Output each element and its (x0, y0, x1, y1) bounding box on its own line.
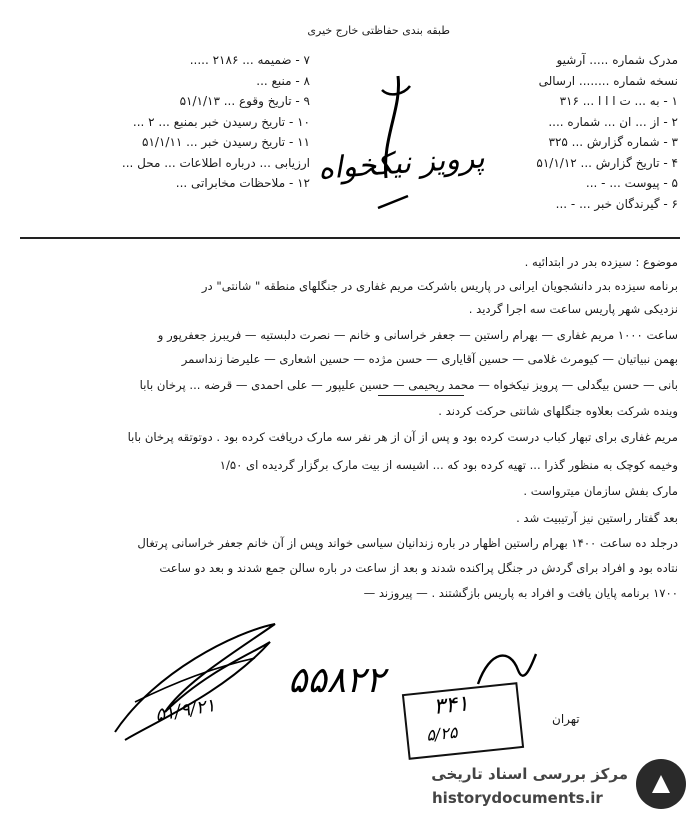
meta-left-line: ۱۲ - ملاحظات مخابراتی ... (175, 176, 310, 190)
meta-right-line: ۳ - شماره گزارش ... ۳۲۵ (548, 135, 678, 149)
meta-right-line: ۵ - پیوست ... - ... (585, 176, 678, 190)
document-classification-title: طبقه بندی حفاظتی خارج خیری (307, 24, 450, 37)
body-line: نزدیکی شهر پاریس ساعت سه اجرا گردید . (468, 302, 678, 316)
signature-number: ۵۵۸۲۲ (288, 660, 385, 701)
body-line: درجلد ده ساعت ۱۴۰۰ بهرام راستین اظهار در باره زندانیان سیاسی خواند وپس از آن خانم جعفر خراسانی پرتغال (137, 536, 678, 550)
body-line: بانی — حسن بیگدلی — پرویز نیکخواه — محمد ریحیمی — حسین علیپور — علی احمدی — قرضه ... پرخان بابا (139, 378, 678, 392)
date-annotation: ۵۱/۹/۲۱ (153, 694, 217, 727)
meta-right-line: ۶ - گیرندگان خبر ... - ... (555, 196, 678, 211)
stamp-number: ۳۴۱ (432, 691, 470, 720)
body-line: بهمن نبیاتیان — کیومرث غلامی — حسین آقایاری — حسن مژده — حسین اشعاری — علیرضا زنداسمر (181, 352, 678, 366)
meta-right-line: ۴ - تاریخ گزارش ... ۵۱/۱/۱۲ (536, 155, 678, 170)
meta-left-line: ۷ - ضمیمه ... ۲۱۸۶ ..... (189, 53, 310, 67)
body-line: برنامه سیزده بدر دانشجویان ایرانی در پاریس باشرکت مریم غفاری در جنگلهای منطقه " شانتی" در (201, 279, 678, 293)
received-stamp (402, 682, 524, 760)
body-line: مارک بفش سازمان میترواست . (523, 484, 678, 498)
meta-right-line: ۲ - از ... ان ... شماره .... (548, 114, 678, 129)
meta-right-line: مدرک شماره ..... آرشیو (556, 53, 678, 67)
watermark-url: historydocuments.ir (432, 789, 603, 807)
meta-right-line: نسخه شماره ........ ارسالی (538, 73, 678, 88)
signoff-city: تهران (552, 712, 580, 726)
meta-left-block (20, 50, 310, 194)
body-line: مریم غفاری برای تبهار کباب درست کرده بود و پس از آن از هر نفر سه مارک دریافت کرده بود . دوتوتقه پرخان بابا (127, 430, 678, 444)
body-line: وینده شرکت بعلاوه جنگلهای شانتی حرکت کردند . (438, 404, 678, 418)
body-subject-line: موضوع : سیزده بدر در ابتدائیه . (524, 255, 678, 269)
meta-left-line: ۹ - تاریخ وقوع ... ۵۱/۱/۱۳ (179, 94, 310, 108)
meta-left-line: ارزیابی ... درباره اطلاعات ... محل ... (121, 155, 310, 170)
header-divider (20, 237, 680, 239)
archive-logo-mark-icon (648, 771, 674, 797)
body-line: وخیمه کوچک به منظور گذرا ... تهیه کرده بود که ... اشیسه از بیت مارک برگزار گردیده ای ۱/۵۰ (219, 458, 678, 472)
body-line: نتاده بود و افراد برای گردش در جنگل پراکنده شدند و بعد از ساعت در باره سالن جمع شدند و بعد دو ساعت (159, 561, 678, 575)
body-line: ساعت ۱۰۰۰ مریم غفاری — بهرام راستین — جعفر خراسانی و خانم — نصرت دلبستیه — فریبرز جعفرپور و (157, 328, 678, 342)
name-underline (378, 395, 464, 396)
meta-left-line: ۱۰ - تاریخ رسیدن خبر بمنبع ... ۲ ... (132, 114, 310, 129)
watermark-title: مرکز بررسی اسناد تاریخی (431, 765, 628, 783)
signature-scribble-icon (95, 612, 295, 752)
handwritten-stroke-icon (368, 68, 418, 218)
body-line: بعد گفتار راستین نیز آرتیبیت شد . (516, 511, 678, 525)
meta-right-block (398, 50, 678, 214)
body-line: ۱۷۰۰ برنامه پایان یافت و افراد به پاریس بازگشتند . — پیروزند — (363, 586, 678, 600)
meta-left-line: ۸ - منبع ... (256, 73, 310, 88)
stamp-note: ۵/۲۵ (425, 722, 459, 745)
meta-right-line: ۱ - به ... ت ا ا ا ... ۳۱۶ (559, 94, 678, 108)
meta-left-line: ۱۱ - تاریخ رسیدن خبر ... ۵۱/۱/۱۱ (142, 135, 310, 149)
handwritten-name-annotation: پرویز نیکخواه (316, 140, 486, 187)
